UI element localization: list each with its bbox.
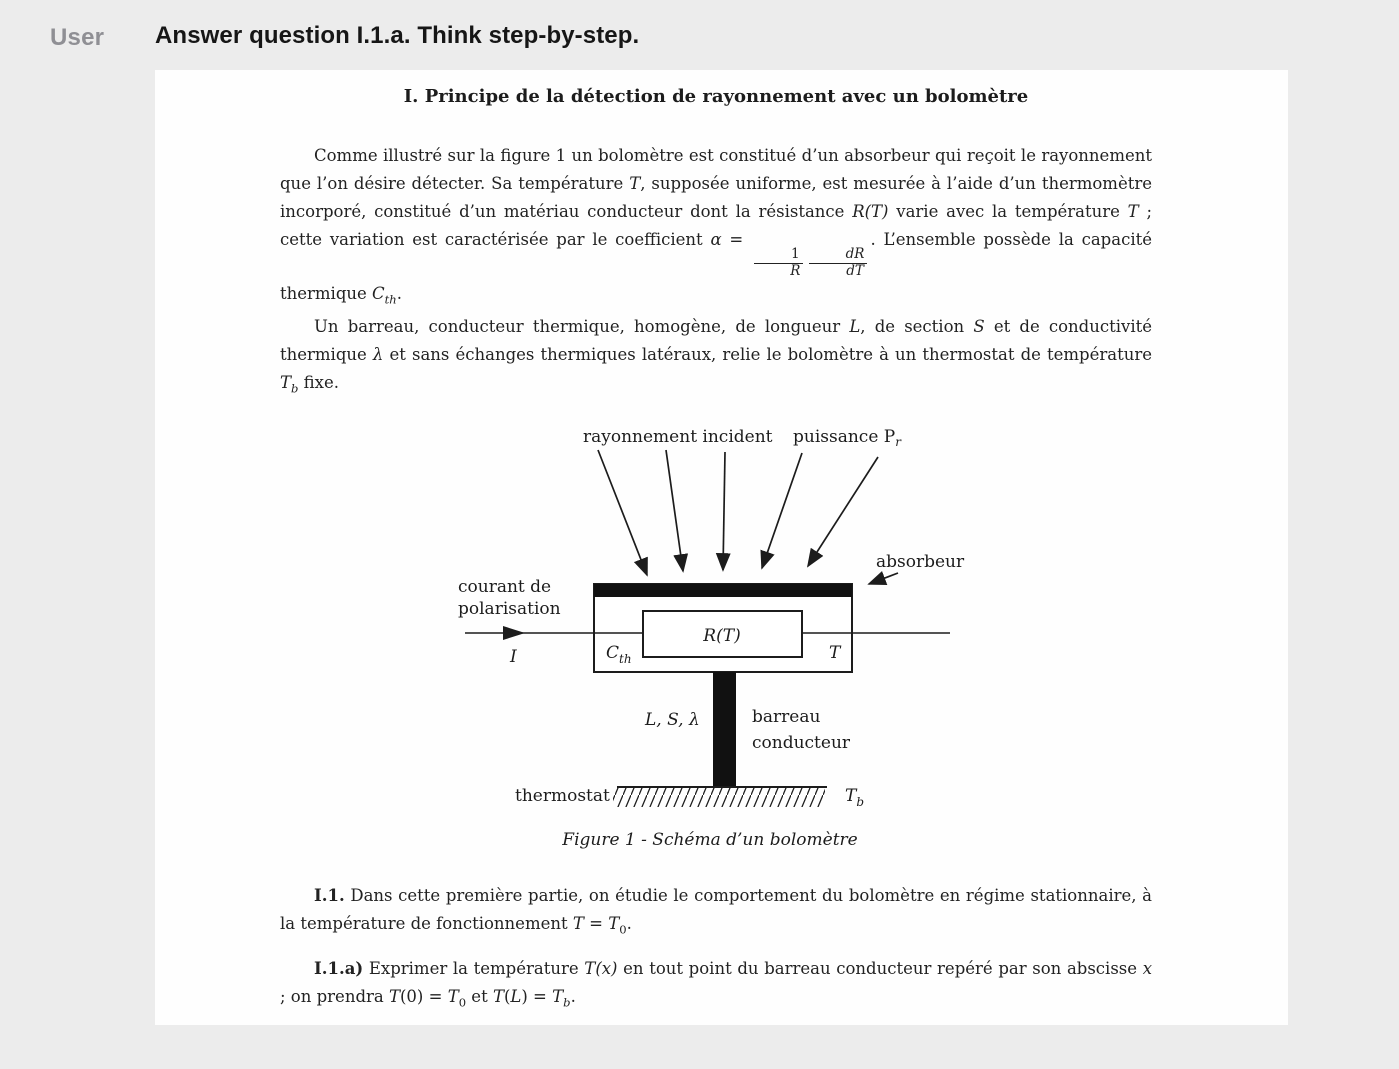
- paragraph-question-1: I.1. Dans cette première partie, on étudie le comportement du bolomètre en régime stationnaire, à la température de fonctionnement $T = T_0$.: [280, 886, 1152, 937]
- absorber-callout-arrow: [869, 573, 898, 584]
- radiation-label: rayonnement incident: [583, 427, 773, 447]
- speaker-label: User: [50, 24, 105, 51]
- ground-hatch: [613, 788, 825, 807]
- bar-properties-label: L, S, λ: [645, 710, 700, 730]
- power-label: puissance $P_r$: [793, 427, 901, 449]
- radiation-arrows: [598, 450, 878, 575]
- paragraph-question-1a: I.1.a) Exprimer la température T(x) en tout point du barreau conducteur repéré par son abscisse x ; on prendra $T(0) = T_0$ et $T(L) = T_b$.: [280, 959, 1152, 1010]
- figure-caption: Figure 1 - Schéma d’un bolomètre: [562, 830, 858, 850]
- document-attachment[interactable]: [155, 70, 1288, 1025]
- temperature-symbol: T: [829, 643, 841, 663]
- user-message-text: Answer question I.1.a. Think step-by-step.: [155, 22, 640, 49]
- bias-label-line1: courant de: [458, 577, 552, 597]
- heat-capacity-symbol: $C_{th}$: [606, 643, 632, 666]
- current-symbol: I: [510, 647, 517, 667]
- conductor-label-line1: barreau: [752, 707, 821, 727]
- conductor-bar: [713, 672, 736, 788]
- thermostat-temperature-symbol: $T_b$: [845, 786, 865, 809]
- conductor-label-line2: conducteur: [752, 733, 851, 753]
- figure-bolometer-schematic: [455, 415, 1015, 895]
- absorber-bar: [594, 584, 852, 597]
- document-title: I. Principe de la détection de rayonnement avec un bolomètre: [403, 86, 1029, 107]
- absorber-label: absorbeur: [876, 552, 965, 572]
- paragraph-intro: Comme illustré sur la figure 1 un bolomètre est constitué d’un absorbeur qui reçoit le rayonnement que l’on désire détecter. Sa température T, supposée uniforme, est mesurée à l’aide d’un thermomètre incorporé, constitué d’un matériau conducteur dont la résistance R(T) varie avec la température T ; cette variation est caractérisée par le coefficient α = $\frac{1}{R}$ $\frac{dR}{dT}$ . L’ensemble possède la capacité thermique $C_{th}$.: [280, 146, 1153, 307]
- bias-current-arrowhead: [503, 626, 525, 640]
- thermostat-label: thermostat: [515, 786, 610, 806]
- resistance-symbol: R(T): [703, 626, 741, 646]
- paragraph-barreau: Un barreau, conducteur thermique, homogène, de longueur L, de section S et de conductivité thermique λ et sans échanges thermiques latéraux, relie le bolomètre à un thermostat de température $T_b$ fixe.: [280, 317, 1153, 396]
- bias-label-line2: polarisation: [458, 599, 561, 619]
